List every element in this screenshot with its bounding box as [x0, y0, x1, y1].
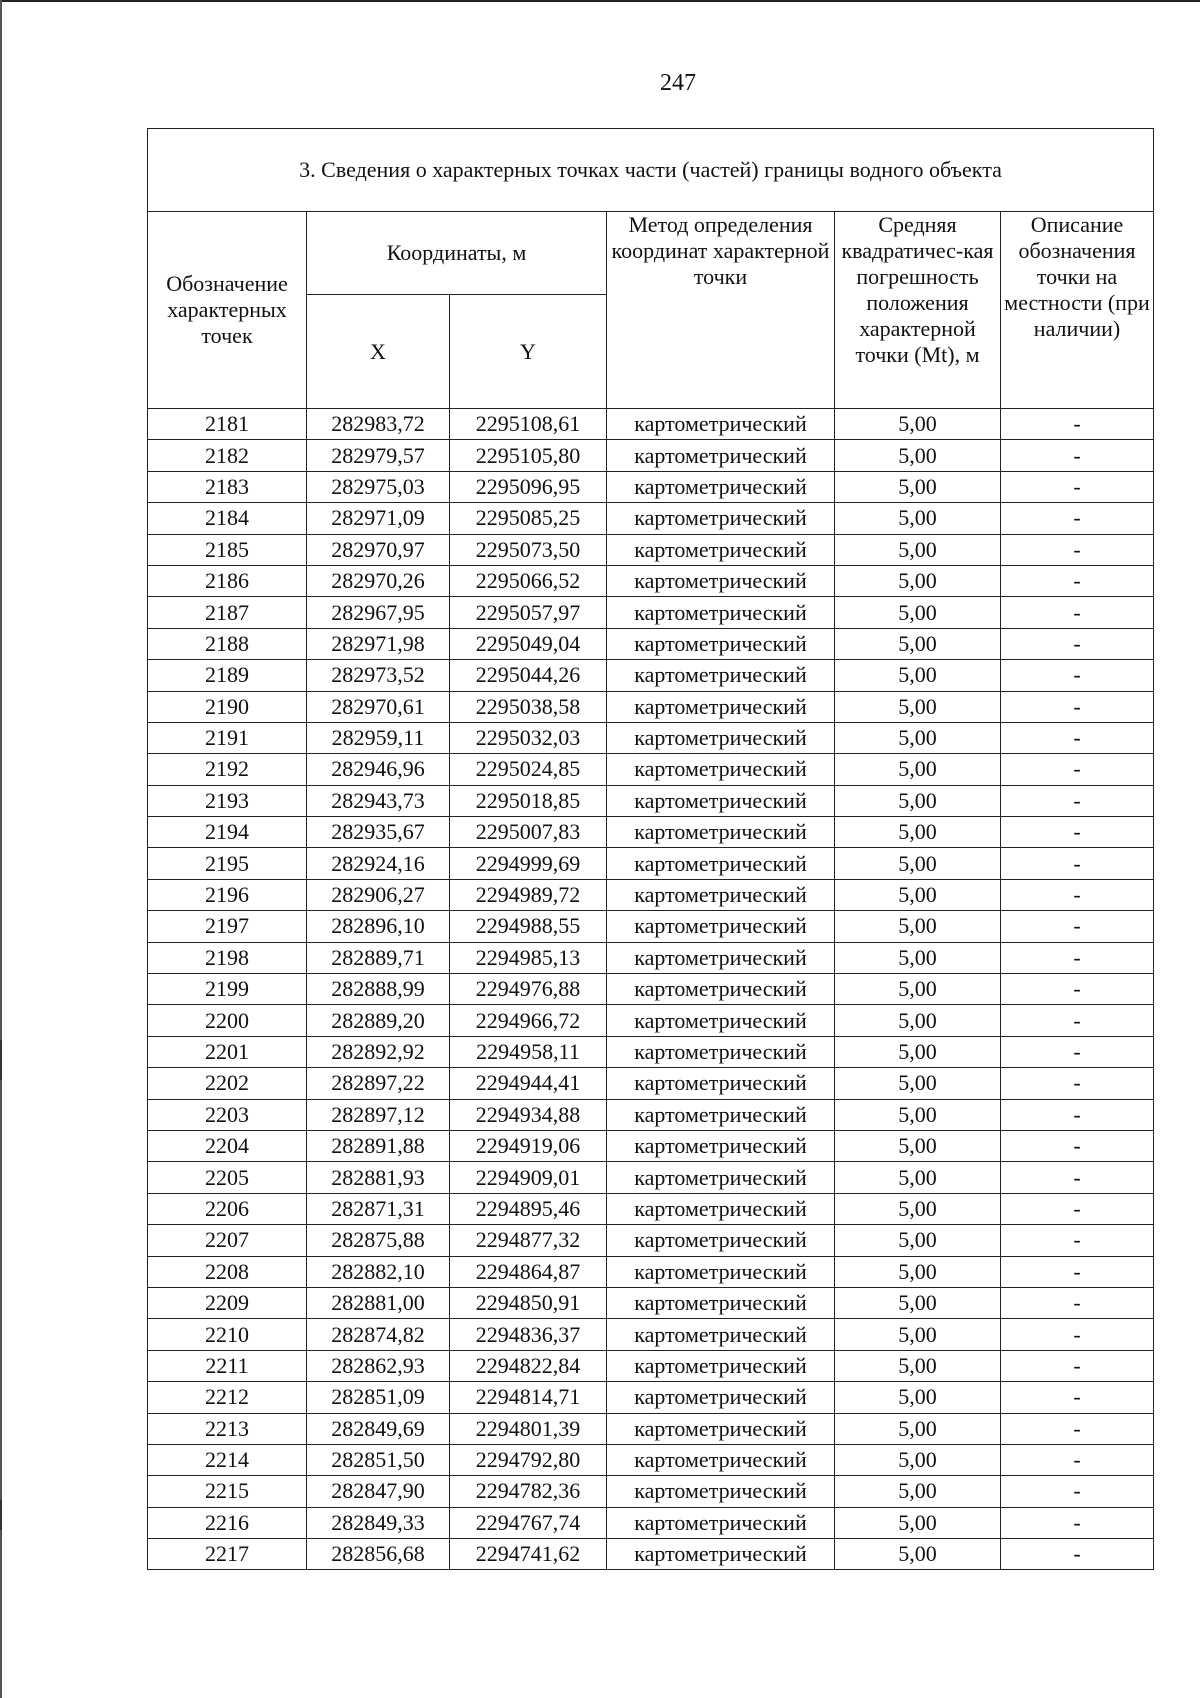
cell-description: -: [1001, 1099, 1154, 1130]
cell-method: картометрический: [607, 534, 835, 565]
cell-method: картометрический: [607, 754, 835, 785]
cell-accuracy: 5,00: [835, 1099, 1001, 1130]
header-description: Описание обозначения точки на местности (при наличии): [1001, 212, 1154, 409]
cell-method: картометрический: [607, 722, 835, 753]
cell-point-id: 2185: [148, 534, 307, 565]
cell-x: 282891,88: [307, 1130, 450, 1161]
cell-y: 2294850,91: [450, 1287, 607, 1318]
cell-point-id: 2201: [148, 1036, 307, 1067]
table-row: [148, 1350, 1154, 1381]
cell-y: 2295044,26: [450, 660, 607, 691]
cell-x: 282973,52: [307, 660, 450, 691]
cell-y: 2295066,52: [450, 565, 607, 596]
cell-point-id: 2199: [148, 974, 307, 1005]
cell-y: 2294976,88: [450, 974, 607, 1005]
cell-point-id: 2195: [148, 848, 307, 879]
header-accuracy: Средняя квадратичес-кая погрешность положения характерной точки (Mt), м: [835, 212, 1001, 409]
cell-description: -: [1001, 1382, 1154, 1413]
cell-point-id: 2200: [148, 1005, 307, 1036]
cell-x: 282849,33: [307, 1507, 450, 1538]
cell-y: 2295085,25: [450, 503, 607, 534]
cell-accuracy: 5,00: [835, 503, 1001, 534]
cell-y: 2294836,37: [450, 1319, 607, 1350]
table-row: [148, 1005, 1154, 1036]
cell-x: 282881,93: [307, 1162, 450, 1193]
cell-accuracy: 5,00: [835, 1444, 1001, 1475]
cell-accuracy: 5,00: [835, 660, 1001, 691]
cell-description: -: [1001, 471, 1154, 502]
cell-accuracy: 5,00: [835, 879, 1001, 910]
table-row: [148, 1319, 1154, 1350]
cell-point-id: 2211: [148, 1350, 307, 1381]
cell-point-id: 2188: [148, 628, 307, 659]
table-row: [148, 440, 1154, 471]
cell-method: картометрический: [607, 911, 835, 942]
cell-accuracy: 5,00: [835, 848, 1001, 879]
table-row: [148, 879, 1154, 910]
cell-point-id: 2182: [148, 440, 307, 471]
cell-point-id: 2196: [148, 879, 307, 910]
cell-method: картометрический: [607, 660, 835, 691]
table-row: [148, 942, 1154, 973]
cell-x: 282975,03: [307, 471, 450, 502]
page-number: 247: [660, 70, 696, 96]
cell-accuracy: 5,00: [835, 974, 1001, 1005]
cell-method: картометрический: [607, 848, 835, 879]
cell-y: 2295057,97: [450, 597, 607, 628]
cell-accuracy: 5,00: [835, 471, 1001, 502]
cell-accuracy: 5,00: [835, 565, 1001, 596]
cell-x: 282967,95: [307, 597, 450, 628]
table-row: [148, 1256, 1154, 1287]
cell-x: 282874,82: [307, 1319, 450, 1350]
cell-description: -: [1001, 1068, 1154, 1099]
cell-description: -: [1001, 1444, 1154, 1475]
cell-point-id: 2204: [148, 1130, 307, 1161]
cell-method: картометрический: [607, 1413, 835, 1444]
cell-accuracy: 5,00: [835, 1507, 1001, 1538]
cell-accuracy: 5,00: [835, 1287, 1001, 1318]
cell-method: картометрический: [607, 942, 835, 973]
table-row: [148, 1507, 1154, 1538]
header-y: Y: [450, 295, 607, 409]
cell-accuracy: 5,00: [835, 1319, 1001, 1350]
cell-y: 2294909,01: [450, 1162, 607, 1193]
cell-x: 282970,26: [307, 565, 450, 596]
cell-y: 2294985,13: [450, 942, 607, 973]
cell-x: 282888,99: [307, 974, 450, 1005]
cell-x: 282935,67: [307, 817, 450, 848]
cell-x: 282970,97: [307, 534, 450, 565]
cell-x: 282924,16: [307, 848, 450, 879]
cell-x: 282943,73: [307, 785, 450, 816]
cell-accuracy: 5,00: [835, 817, 1001, 848]
cell-description: -: [1001, 1256, 1154, 1287]
cell-y: 2294877,32: [450, 1225, 607, 1256]
cell-method: картометрический: [607, 565, 835, 596]
cell-description: -: [1001, 942, 1154, 973]
header-coordinates: Координаты, м: [307, 212, 607, 295]
cell-y: 2294864,87: [450, 1256, 607, 1287]
cell-method: картометрический: [607, 1162, 835, 1193]
cell-point-id: 2217: [148, 1539, 307, 1570]
table-row: [148, 785, 1154, 816]
cell-method: картометрический: [607, 1507, 835, 1538]
cell-description: -: [1001, 1287, 1154, 1318]
cell-x: 282875,88: [307, 1225, 450, 1256]
cell-description: -: [1001, 1350, 1154, 1381]
cell-x: 282897,22: [307, 1068, 450, 1099]
cell-y: 2294989,72: [450, 879, 607, 910]
cell-description: -: [1001, 597, 1154, 628]
cell-y: 2295073,50: [450, 534, 607, 565]
cell-description: -: [1001, 440, 1154, 471]
cell-description: -: [1001, 817, 1154, 848]
table-row: [148, 722, 1154, 753]
cell-y: 2294814,71: [450, 1382, 607, 1413]
table-row: [148, 1539, 1154, 1570]
cell-description: -: [1001, 503, 1154, 534]
cell-point-id: 2197: [148, 911, 307, 942]
scan-border-top: [0, 0, 1200, 2]
cell-y: 2294934,88: [450, 1099, 607, 1130]
cell-x: 282882,10: [307, 1256, 450, 1287]
cell-accuracy: 5,00: [835, 1068, 1001, 1099]
table-row: [148, 848, 1154, 879]
table-body: [148, 409, 1154, 1570]
cell-accuracy: 5,00: [835, 628, 1001, 659]
table-row: [148, 754, 1154, 785]
cell-y: 2294944,41: [450, 1068, 607, 1099]
cell-y: 2295105,80: [450, 440, 607, 471]
cell-y: 2295032,03: [450, 722, 607, 753]
cell-x: 282897,12: [307, 1099, 450, 1130]
cell-point-id: 2213: [148, 1413, 307, 1444]
cell-method: картометрический: [607, 1382, 835, 1413]
table-row: [148, 974, 1154, 1005]
cell-y: 2294801,39: [450, 1413, 607, 1444]
cell-description: -: [1001, 1225, 1154, 1256]
cell-point-id: 2209: [148, 1287, 307, 1318]
cell-point-id: 2181: [148, 409, 307, 440]
table-row: [148, 1476, 1154, 1507]
cell-description: -: [1001, 848, 1154, 879]
cell-point-id: 2214: [148, 1444, 307, 1475]
scan-margin-mark: [0, 1040, 2, 1080]
cell-method: картометрический: [607, 1539, 835, 1570]
cell-y: 2295108,61: [450, 409, 607, 440]
cell-description: -: [1001, 1507, 1154, 1538]
cell-point-id: 2212: [148, 1382, 307, 1413]
cell-method: картометрический: [607, 974, 835, 1005]
cell-accuracy: 5,00: [835, 1225, 1001, 1256]
cell-description: -: [1001, 1130, 1154, 1161]
cell-accuracy: 5,00: [835, 911, 1001, 942]
cell-accuracy: 5,00: [835, 1130, 1001, 1161]
table-row: [148, 1162, 1154, 1193]
cell-method: картометрический: [607, 1256, 835, 1287]
cell-point-id: 2191: [148, 722, 307, 753]
cell-description: -: [1001, 534, 1154, 565]
cell-point-id: 2208: [148, 1256, 307, 1287]
cell-x: 282847,90: [307, 1476, 450, 1507]
cell-description: -: [1001, 660, 1154, 691]
cell-point-id: 2198: [148, 942, 307, 973]
cell-method: картометрический: [607, 1444, 835, 1475]
cell-x: 282959,11: [307, 722, 450, 753]
cell-x: 282856,68: [307, 1539, 450, 1570]
cell-method: картометрический: [607, 691, 835, 722]
cell-point-id: 2193: [148, 785, 307, 816]
table-row: [148, 1225, 1154, 1256]
cell-x: 282983,72: [307, 409, 450, 440]
cell-method: картометрический: [607, 817, 835, 848]
cell-y: 2294919,06: [450, 1130, 607, 1161]
table-row: [148, 691, 1154, 722]
cell-x: 282889,20: [307, 1005, 450, 1036]
cell-x: 282979,57: [307, 440, 450, 471]
cell-y: 2294895,46: [450, 1193, 607, 1224]
cell-description: -: [1001, 1476, 1154, 1507]
cell-method: картометрический: [607, 1005, 835, 1036]
cell-point-id: 2210: [148, 1319, 307, 1350]
cell-description: -: [1001, 974, 1154, 1005]
header-point-designation: Обозначение характерных точек: [148, 212, 307, 409]
cell-y: 2295038,58: [450, 691, 607, 722]
cell-accuracy: 5,00: [835, 722, 1001, 753]
cell-accuracy: 5,00: [835, 942, 1001, 973]
cell-y: 2294741,62: [450, 1539, 607, 1570]
cell-x: 282971,98: [307, 628, 450, 659]
table-row: [148, 534, 1154, 565]
cell-point-id: 2190: [148, 691, 307, 722]
table-row: [148, 1444, 1154, 1475]
cell-method: картометрический: [607, 1225, 835, 1256]
cell-x: 282862,93: [307, 1350, 450, 1381]
cell-accuracy: 5,00: [835, 1476, 1001, 1507]
cell-accuracy: 5,00: [835, 691, 1001, 722]
cell-description: -: [1001, 785, 1154, 816]
cell-method: картометрический: [607, 1036, 835, 1067]
cell-x: 282896,10: [307, 911, 450, 942]
cell-point-id: 2202: [148, 1068, 307, 1099]
cell-accuracy: 5,00: [835, 1413, 1001, 1444]
cell-y: 2295018,85: [450, 785, 607, 816]
cell-accuracy: 5,00: [835, 1350, 1001, 1381]
cell-x: 282892,92: [307, 1036, 450, 1067]
points-table: [147, 128, 1154, 1570]
cell-x: 282906,27: [307, 879, 450, 910]
cell-point-id: 2207: [148, 1225, 307, 1256]
cell-method: картометрический: [607, 440, 835, 471]
cell-point-id: 2216: [148, 1507, 307, 1538]
header-method: Метод определения координат характерной точки: [607, 212, 835, 409]
cell-description: -: [1001, 911, 1154, 942]
scan-margin-mark: [0, 1500, 2, 1530]
cell-y: 2294767,74: [450, 1507, 607, 1538]
table-row: [148, 1193, 1154, 1224]
cell-description: -: [1001, 565, 1154, 596]
cell-point-id: 2192: [148, 754, 307, 785]
table-row: [148, 471, 1154, 502]
cell-point-id: 2184: [148, 503, 307, 534]
table-row: [148, 1382, 1154, 1413]
cell-y: 2294958,11: [450, 1036, 607, 1067]
cell-description: -: [1001, 879, 1154, 910]
table-row: [148, 1068, 1154, 1099]
cell-accuracy: 5,00: [835, 1036, 1001, 1067]
cell-description: -: [1001, 1005, 1154, 1036]
cell-accuracy: 5,00: [835, 1539, 1001, 1570]
cell-method: картометрический: [607, 879, 835, 910]
cell-method: картометрический: [607, 1099, 835, 1130]
cell-description: -: [1001, 1539, 1154, 1570]
cell-method: картометрический: [607, 1350, 835, 1381]
cell-x: 282851,50: [307, 1444, 450, 1475]
cell-description: -: [1001, 1162, 1154, 1193]
table-row: [148, 409, 1154, 440]
cell-method: картометрический: [607, 503, 835, 534]
cell-x: 282889,71: [307, 942, 450, 973]
cell-method: картометрический: [607, 597, 835, 628]
cell-point-id: 2186: [148, 565, 307, 596]
cell-accuracy: 5,00: [835, 409, 1001, 440]
table-row: [148, 1099, 1154, 1130]
cell-y: 2295049,04: [450, 628, 607, 659]
cell-x: 282971,09: [307, 503, 450, 534]
cell-y: 2295007,83: [450, 817, 607, 848]
cell-y: 2295096,95: [450, 471, 607, 502]
cell-x: 282881,00: [307, 1287, 450, 1318]
cell-x: 282970,61: [307, 691, 450, 722]
cell-description: -: [1001, 1413, 1154, 1444]
cell-description: -: [1001, 1319, 1154, 1350]
cell-description: -: [1001, 722, 1154, 753]
cell-method: картометрический: [607, 1476, 835, 1507]
table-row: [148, 565, 1154, 596]
cell-accuracy: 5,00: [835, 534, 1001, 565]
table-row: [148, 660, 1154, 691]
cell-x: 282849,69: [307, 1413, 450, 1444]
cell-accuracy: 5,00: [835, 597, 1001, 628]
header-x: X: [307, 295, 450, 409]
cell-accuracy: 5,00: [835, 785, 1001, 816]
cell-y: 2295024,85: [450, 754, 607, 785]
table-row: [148, 1287, 1154, 1318]
cell-accuracy: 5,00: [835, 1193, 1001, 1224]
cell-point-id: 2215: [148, 1476, 307, 1507]
cell-method: картометрический: [607, 1130, 835, 1161]
cell-point-id: 2194: [148, 817, 307, 848]
cell-y: 2294822,84: [450, 1350, 607, 1381]
table-row: [148, 503, 1154, 534]
cell-y: 2294792,80: [450, 1444, 607, 1475]
cell-method: картометрический: [607, 785, 835, 816]
cell-accuracy: 5,00: [835, 440, 1001, 471]
cell-method: картометрический: [607, 1068, 835, 1099]
cell-description: -: [1001, 754, 1154, 785]
cell-accuracy: 5,00: [835, 1382, 1001, 1413]
table-caption: 3. Сведения о характерных точках части (частей) границы водного объекта: [148, 129, 1154, 212]
cell-description: -: [1001, 691, 1154, 722]
cell-method: картометрический: [607, 628, 835, 659]
table-row: [148, 1130, 1154, 1161]
cell-x: 282946,96: [307, 754, 450, 785]
table-row: [148, 911, 1154, 942]
table-row: [148, 1413, 1154, 1444]
cell-method: картометрический: [607, 1287, 835, 1318]
cell-x: 282851,09: [307, 1382, 450, 1413]
cell-point-id: 2189: [148, 660, 307, 691]
cell-y: 2294966,72: [450, 1005, 607, 1036]
cell-accuracy: 5,00: [835, 1005, 1001, 1036]
cell-y: 2294782,36: [450, 1476, 607, 1507]
cell-method: картометрический: [607, 1193, 835, 1224]
cell-point-id: 2205: [148, 1162, 307, 1193]
cell-description: -: [1001, 1193, 1154, 1224]
cell-description: -: [1001, 628, 1154, 659]
cell-point-id: 2203: [148, 1099, 307, 1130]
table-row: [148, 628, 1154, 659]
cell-method: картометрический: [607, 1319, 835, 1350]
scan-border-left: [0, 0, 2, 1698]
cell-point-id: 2187: [148, 597, 307, 628]
cell-accuracy: 5,00: [835, 1256, 1001, 1287]
cell-point-id: 2206: [148, 1193, 307, 1224]
cell-description: -: [1001, 1036, 1154, 1067]
cell-description: -: [1001, 409, 1154, 440]
table-row: [148, 1036, 1154, 1067]
table-row: [148, 597, 1154, 628]
cell-method: картометрический: [607, 471, 835, 502]
cell-y: 2294999,69: [450, 848, 607, 879]
cell-x: 282871,31: [307, 1193, 450, 1224]
cell-accuracy: 5,00: [835, 1162, 1001, 1193]
table-row: [148, 817, 1154, 848]
cell-method: картометрический: [607, 409, 835, 440]
cell-y: 2294988,55: [450, 911, 607, 942]
cell-point-id: 2183: [148, 471, 307, 502]
cell-accuracy: 5,00: [835, 754, 1001, 785]
